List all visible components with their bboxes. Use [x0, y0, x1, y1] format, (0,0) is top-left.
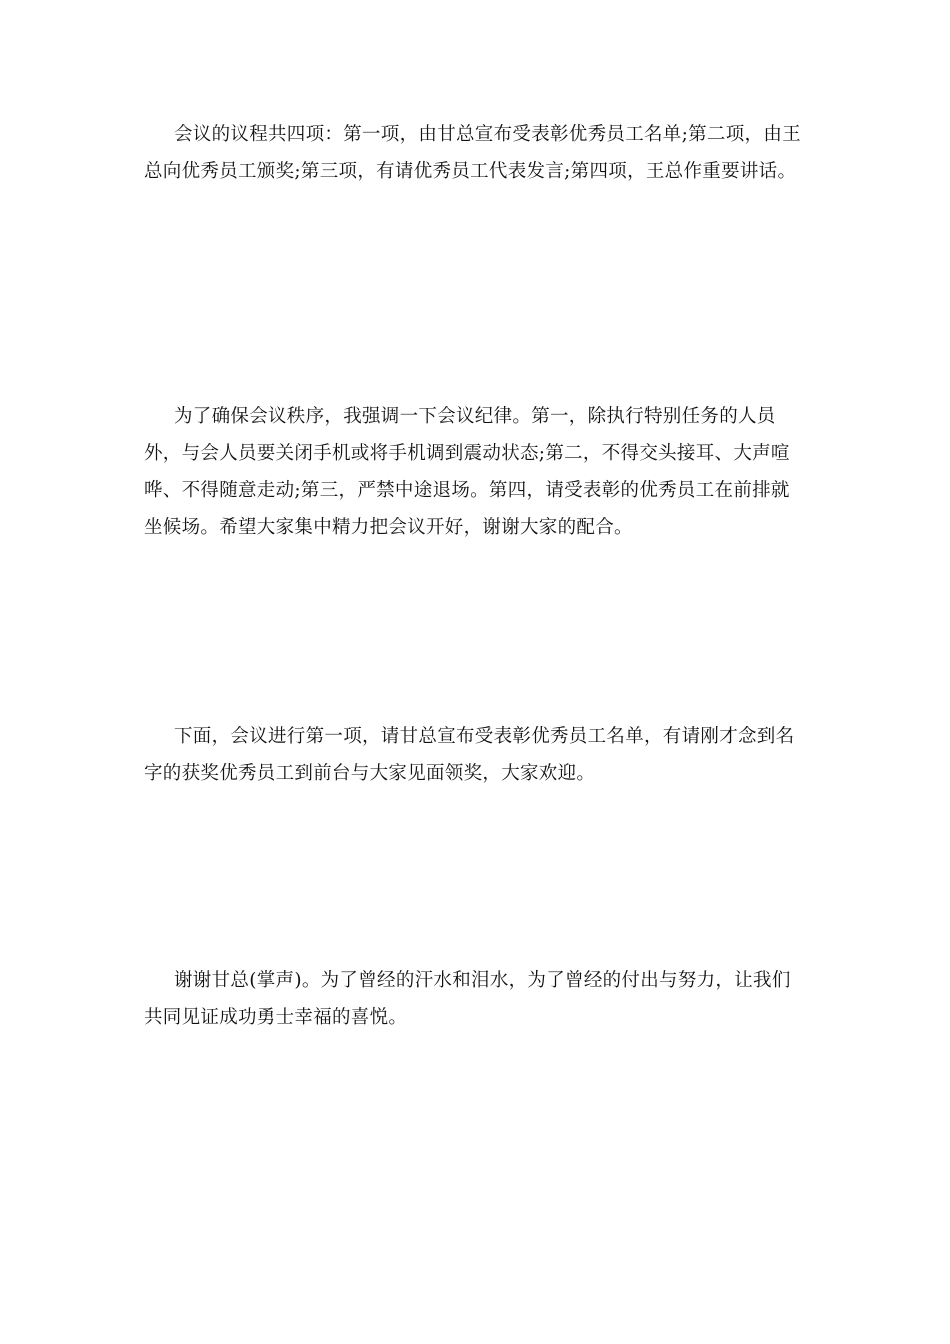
paragraph-first-item: 下面，会议进行第一项，请甘总宣布受表彰优秀员工名单，有请刚才念到名字的获奖优秀员工到前台与大家见面领奖，大家欢迎。: [144, 726, 795, 784]
paragraph-discipline: 为了确保会议秩序，我强调一下会议纪律。第一，除执行特别任务的人员外，与会人员要关闭手机或将手机调到震动状态;第二，不得交头接耳、大声喧哗、不得随意走动;第三，严禁中途退场。第四，请受表彰的优秀员工在前排就坐候场。希望大家集中精力把会议开好，谢谢大家的配合。: [144, 406, 790, 538]
paragraph-agenda: 会议的议程共四项：第一项，由甘总宣布受表彰优秀员工名单;第二项，由王总向优秀员工颁奖;第三项，有请优秀员工代表发言;第四项，王总作重要讲话。: [144, 124, 801, 182]
paragraph-thanks: 谢谢甘总(掌声)。为了曾经的汗水和泪水，为了曾经的付出与努力，让我们共同见证成功勇士幸福的喜悦。: [144, 970, 791, 1028]
